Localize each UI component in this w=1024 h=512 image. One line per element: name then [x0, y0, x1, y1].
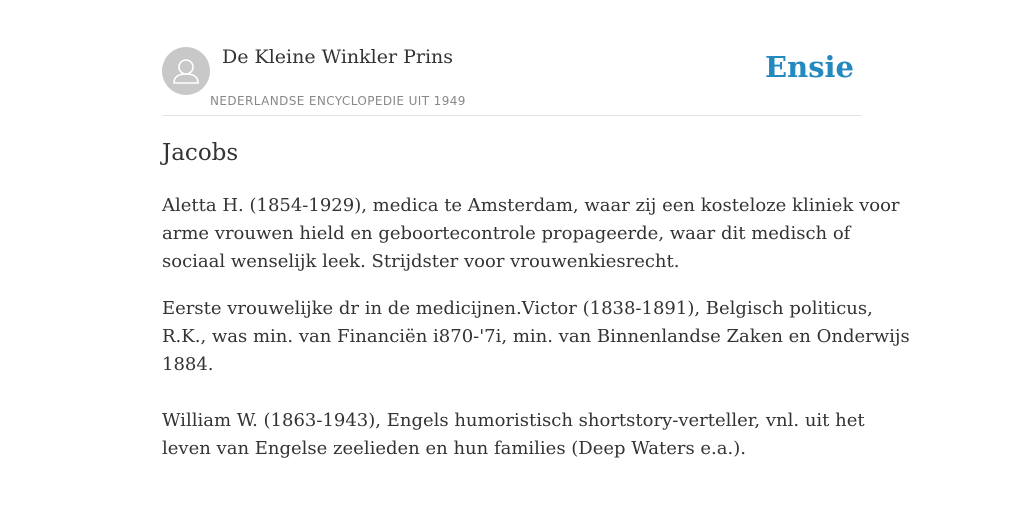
- entry-paragraph: [162, 192, 900, 276]
- paragraph-line: Aletta H. (1854-1929), medica te Amsterdam, waar zij een kosteloze kliniek voor: [162, 195, 900, 216]
- header-divider: [162, 115, 862, 116]
- paragraph-line: Eerste vrouwelijke dr in de medicijnen.Victor (1838-1891), Belgisch politicus,: [162, 298, 873, 319]
- entry-paragraph: [162, 295, 910, 379]
- paragraph-line: R.K., was min. van Financiën i870-'7i, min. van Binnenlandse Zaken en Onderwijs: [162, 326, 910, 347]
- entry-paragraph: [162, 407, 865, 463]
- paragraph-line: William W. (1863-1943), Engels humoristisch shortstory-verteller, vnl. uit het: [162, 410, 865, 431]
- brand-logo[interactable]: Ensie: [765, 50, 854, 84]
- paragraph-line: 1884.: [162, 354, 214, 375]
- paragraph-line: sociaal wenselijk leek. Strijdster voor vrouwenkiesrecht.: [162, 251, 680, 272]
- source-title[interactable]: De Kleine Winkler Prins: [222, 46, 454, 68]
- source-subtitle: NEDERLANDSE ENCYCLOPEDIE UIT 1949: [210, 94, 466, 108]
- paragraph-line: leven van Engelse zeelieden en hun families (Deep Waters e.a.).: [162, 438, 746, 459]
- paragraph-line: arme vrouwen hield en geboortecontrole propageerde, waar dit medisch of: [162, 223, 851, 244]
- entry-headword: Jacobs: [162, 140, 239, 166]
- user-avatar-icon: [162, 47, 210, 95]
